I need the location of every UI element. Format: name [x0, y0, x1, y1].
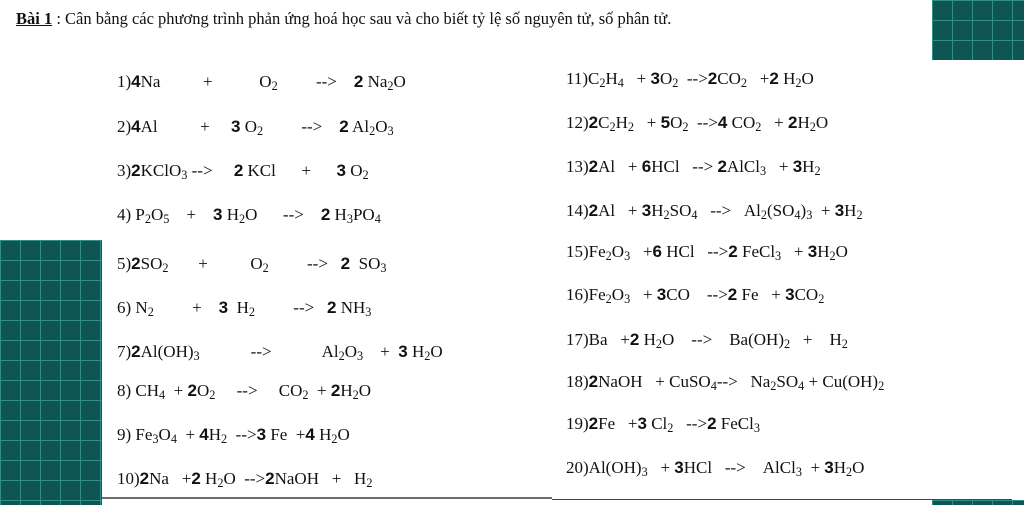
equation-text: $Al(OH)_3 + 3HCl$ --> AlCl$_3$ + $3H_2O$: [588, 458, 865, 480]
equation-text: 2KClO$_3$ --> 2 KCl + 3 $O_2$: [131, 161, 369, 183]
equation-number: 12): [566, 113, 589, 132]
equation-text: 2Fe +3 $Cl_2$ -->2 FeCl$_3$: [588, 414, 760, 436]
equation-number: 7): [117, 342, 132, 361]
equation-number: 16): [566, 285, 589, 304]
exercise-instruction: : Cân bằng các phương trình phản ứng hoá học sau và cho biết tỷ lệ số nguyên tử, số phân tử.: [56, 9, 672, 28]
equation-number: 3): [117, 161, 132, 180]
equation-number: 2): [117, 117, 132, 136]
equation-left-7: [117, 342, 443, 362]
equation-number: 20): [566, 458, 589, 477]
equation-number: 15): [566, 242, 589, 261]
equation-right-6: [566, 285, 824, 305]
equation-text: 2NaOH + CuSO$_4$--> $Na_2SO_4 + Cu(OH)_2$: [588, 372, 885, 394]
bottom-rule-right: [552, 499, 1012, 500]
equation-text: $2C_2H_2 + 5O_2$ -->4 $CO_2 + 2H_2O$: [588, 113, 829, 135]
equation-right-9: [566, 414, 760, 434]
equation-text: $P_2O_5$ + 3 $H_2O$ --> 2 $H_3PO_4$: [131, 205, 381, 227]
equation-number: 8): [117, 381, 132, 400]
equation-left-6: [117, 298, 371, 318]
grid-background-left: [0, 240, 102, 505]
equation-text: 2Al + 6HCl --> 2AlCl$_3$ + $3H_2$: [588, 157, 821, 179]
exercise-label: Bài 1: [16, 9, 53, 28]
equation-right-1: [566, 69, 814, 89]
equation-text: $Fe_3O_4 + 4H_2$ -->3 Fe +4 $H_2O$: [131, 425, 350, 447]
equation-number: 10): [117, 469, 140, 488]
equation-text: Ba +2 $H_2O$ --> $Ba(OH)_2$ + $H_2$: [588, 330, 848, 352]
equation-text: $2SO_2$ + $O_2$ --> 2 $SO_3$: [131, 254, 387, 276]
equation-right-3: [566, 157, 821, 177]
equation-left-2: [117, 117, 394, 137]
equation-number: 6): [117, 298, 132, 317]
bottom-rule-left: [102, 497, 552, 499]
equation-number: 9): [117, 425, 132, 444]
equation-text: 2Na +2 $H_2O$ -->2NaOH + $H_2$: [139, 469, 373, 491]
equation-text: 4Na + $O_2$ --> 2 $Na_2O$: [131, 72, 406, 94]
equation-number: 1): [117, 72, 132, 91]
equation-number: 14): [566, 201, 589, 220]
equation-text: $Fe_2O_3 +6$ HCl -->2 FeCl$_3$ + $3H_2O$: [588, 242, 848, 264]
equation-left-8: [117, 381, 371, 401]
equation-text: $CH_4 + 2O_2$ --> $CO_2 + 2H_2O$: [131, 381, 372, 403]
equation-left-3: [117, 161, 369, 181]
equation-text: 4Al + 3 $O_2$ --> 2 $Al_2O_3$: [131, 117, 394, 139]
equation-right-4: [566, 201, 863, 221]
equation-text: $Fe_2O_3 + 3CO$ -->2 $Fe + 3CO_2$: [588, 285, 825, 307]
equation-left-10: [117, 469, 372, 489]
equation-left-1: [117, 72, 406, 92]
equation-number: 17): [566, 330, 589, 349]
exercise-title: [16, 9, 671, 29]
equation-left-4: [117, 205, 381, 225]
equation-number: 11): [566, 69, 589, 88]
equation-left-5: [117, 254, 387, 274]
equation-text: $2Al + 3H_2SO_4$ --> $Al_2(SO_4)_3 + 3H_2$: [588, 201, 863, 223]
equation-right-7: [566, 330, 848, 350]
equation-left-9: [117, 425, 350, 445]
equation-text: $N_2$ + 3 $H_2$ --> 2 $NH_3$: [131, 298, 372, 320]
equation-right-10: [566, 458, 864, 478]
equation-number: 13): [566, 157, 589, 176]
equation-text: $2Al(OH)_3$ --> $Al_2O_3$ + 3 $H_2O$: [131, 342, 443, 364]
equation-text: $C_2H_4 + 3O_2$ $-->2CO_2 +2$ $H_2O$: [588, 69, 814, 91]
equation-number: 19): [566, 414, 589, 433]
equation-number: 5): [117, 254, 132, 273]
equation-number: 4): [117, 205, 132, 224]
equation-right-2: [566, 113, 828, 133]
equation-number: 18): [566, 372, 589, 391]
equation-right-5: [566, 242, 848, 262]
equation-right-8: [566, 372, 884, 392]
